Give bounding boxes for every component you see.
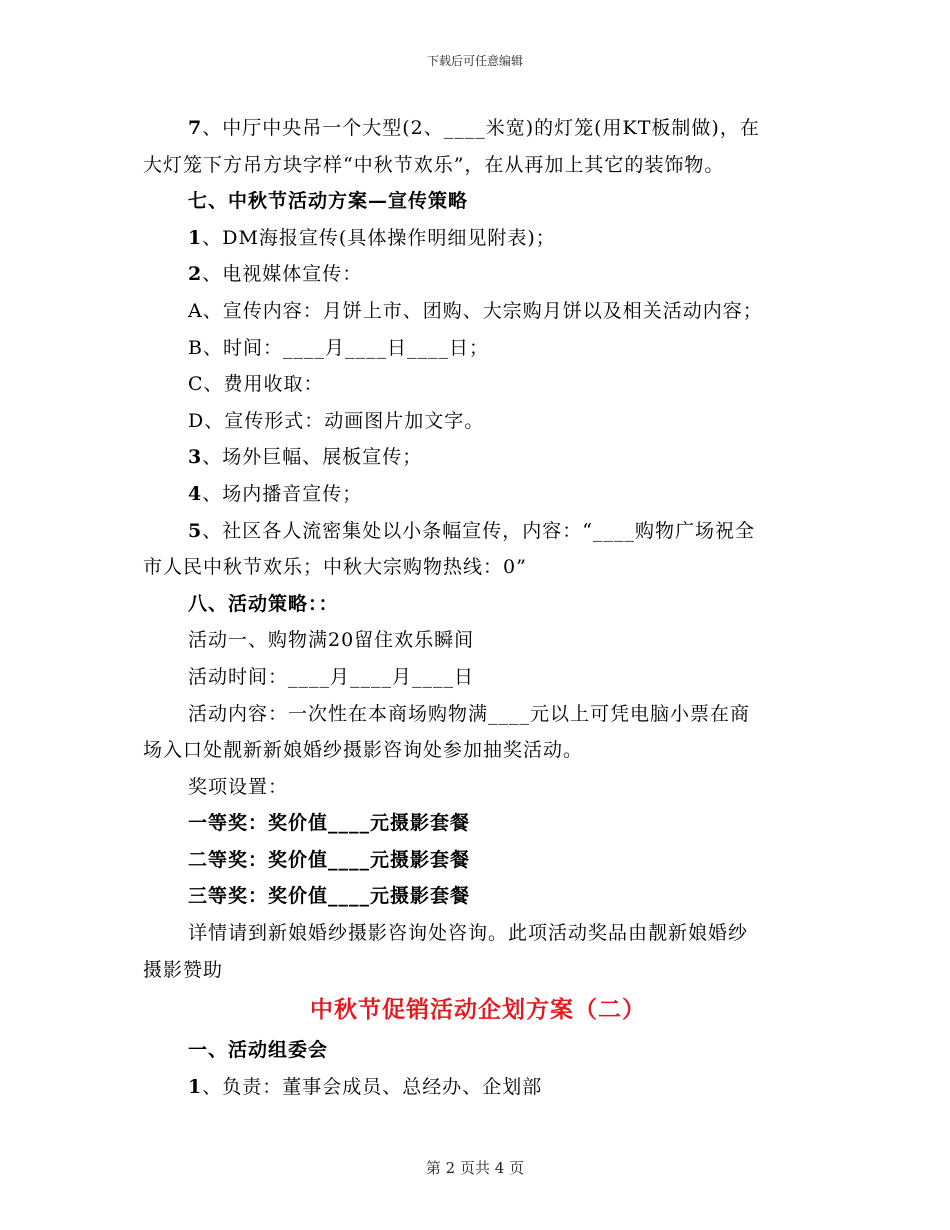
activity-name: 活动一、购物满20留住欢乐瞬间 [188,629,475,652]
detail-line-2: 摄影赞助 [143,958,224,981]
activity-content-line-1: 活动内容：一次性在本商场购物满____元以上可凭电脑小票在商 [188,702,751,725]
list-item-text: 、负责：董事会成员、总经办、企划部 [202,1075,543,1098]
prize-second: 二等奖：奖价值____元摄影套餐 [188,848,471,871]
item-7-text: 、中厅中央吊一个大型(2、____米宽)的灯笼(用KT板制做)，在 [202,117,760,139]
sub-item-c: C、费用收取： [188,373,324,396]
list-item-text: 、场外巨幅、展板宣传； [202,446,423,469]
page-footer: 第 2 页共 4 页 [425,1159,525,1177]
list-item-1 [143,220,813,257]
sub-item-d: D、宣传形式：动画图片加文字。 [188,409,485,432]
item-7-number: 7 [188,117,203,139]
list-item-text: 、DM海报宣传(具体操作明细见附表)； [202,226,556,249]
list-item-text: 、社区各人流密集处以小条幅宣传，内容：“____购物广场祝全 [202,519,755,542]
list-item-4 [143,476,813,513]
prize-setting-label: 奖项设置： [188,775,289,798]
list-item-number: 1 [188,1075,203,1098]
plan-2-item-1 [143,1069,813,1106]
activity-time: 活动时间：____月____月____日 [188,665,475,688]
list-item-number: 5 [188,519,203,542]
detail-line-1: 详情请到新娘婚纱摄影咨询处咨询。此项活动奖品由靓新娘婚纱 [188,922,749,945]
sub-item-a: A、宣传内容：月饼上市、团购、大宗购月饼以及相关活动内容； [188,299,763,322]
list-item-number: 1 [188,226,203,249]
plan-2-section-1-heading: 一、活动组委会 [188,1039,329,1062]
section-7-heading: 七、中秋节活动方案—宣传策略 [188,190,469,213]
list-item-number: 3 [188,446,203,469]
list-item-5-line-2: 市人民中秋节欢乐；中秋大宗购物热线：0” [143,556,527,579]
item-7-line-2: 大灯笼下方吊方块字样“中秋节欢乐”，在从再加上其它的装饰物。 [143,153,725,176]
page-header: 下载后可任意编辑 [426,54,523,68]
section-8-heading: 八、活动策略：： [188,592,339,615]
list-item-2 [143,256,813,293]
document-body [143,110,813,1105]
activity-content-line-2: 场入口处靓新新娘婚纱摄影咨询处参加抽奖活动。 [143,739,584,762]
list-item-text: 、电视媒体宣传： [202,263,363,286]
item-7-line-1 [143,110,813,147]
list-item-3 [143,439,813,476]
list-item-number: 4 [188,482,203,505]
list-item-text: 、场内播音宣传； [202,482,363,505]
list-item-5-line-1 [143,513,813,550]
prize-third: 三等奖：奖价值____元摄影套餐 [188,885,471,908]
sub-item-b: B、时间：____月____日____日； [188,336,489,359]
prize-first: 一等奖：奖价值____元摄影套餐 [188,812,471,835]
plan-2-title: 中秋节促销活动企划方案（二） [310,996,646,1024]
list-item-number: 2 [188,263,203,286]
